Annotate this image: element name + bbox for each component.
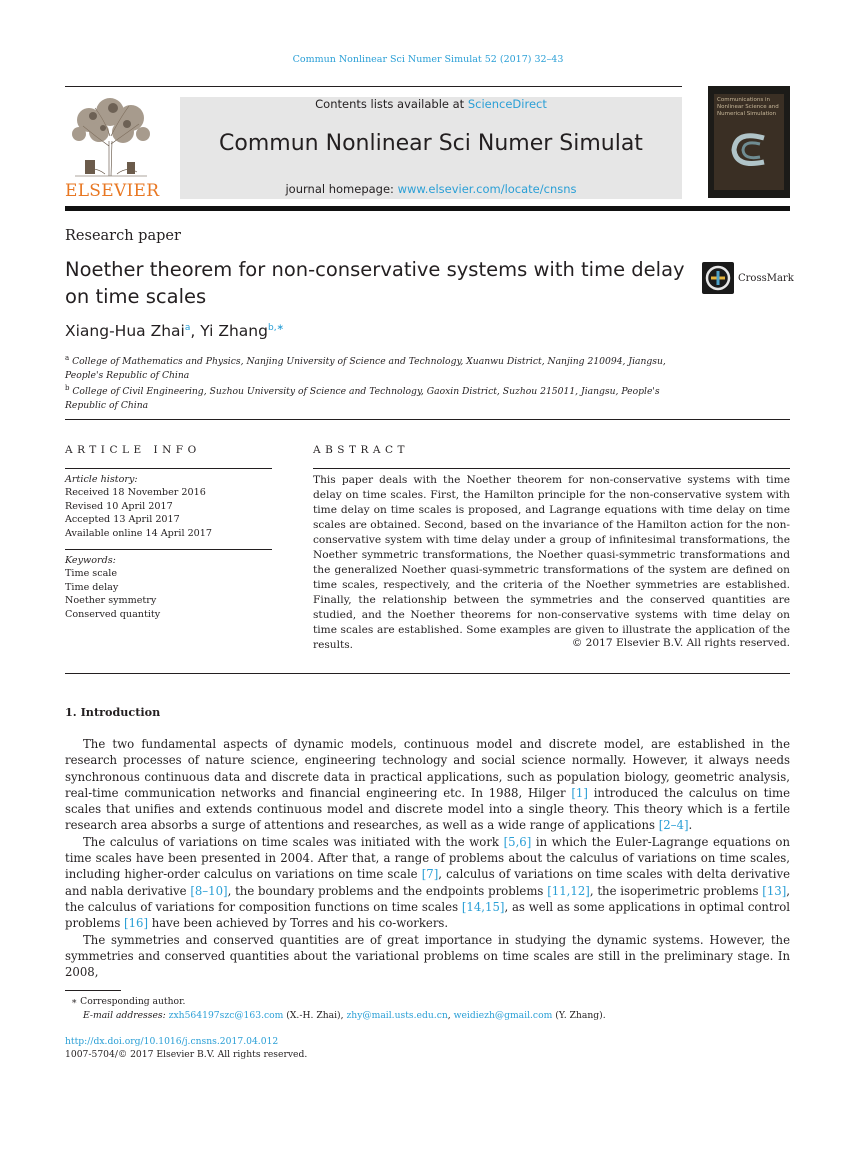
intro-paragraph bbox=[65, 834, 790, 932]
citation-link[interactable]: [1] bbox=[571, 785, 588, 800]
author-affiliation-mark[interactable]: b,∗ bbox=[267, 322, 285, 333]
paragraph-text: introduced the calculus on time scales that unifies and extends continuous model and discrete model into a single theory. This theory which is a fertile research area absorbs a surge of attentions and researches, as well as a wide range of applications bbox=[65, 785, 791, 833]
paragraph-text: in which the Euler-Lagrange equations on time scales have been presented in 2004. After that, a range of problems about the calculus of variations on time scales, including higher-order calculus on variations on time scale bbox=[65, 834, 790, 882]
issn-line: 1007-5704/© 2017 Elsevier B.V. All rights reserved. bbox=[65, 1049, 308, 1060]
crossmark-label: CrossMark bbox=[738, 272, 794, 284]
keyword-item: Noether symmetry bbox=[65, 595, 157, 607]
email-owner: (X.-H. Zhai), bbox=[283, 1010, 347, 1021]
crossmark-badge[interactable] bbox=[702, 262, 794, 294]
paragraph-text: . bbox=[688, 818, 693, 833]
paragraph-text: have been achieved by Torres and his co-workers. bbox=[148, 916, 449, 931]
citation-link[interactable]: [16] bbox=[124, 916, 149, 931]
doi-block bbox=[65, 1035, 307, 1061]
author-separator: , bbox=[190, 322, 201, 340]
keyword-item: Time delay bbox=[65, 581, 119, 593]
paragraph-text: The two fundamental aspects of dynamic models, continuous model and discrete model, are established in the research processes of nature science, engineering technology and social science normally. However, it always needs synchronous continuous data and discrete data in practical applications, such as population biology, geometric analysis, real-time communication networks and financial engineering etc. In 1988, Hilger bbox=[65, 737, 790, 800]
email-link[interactable]: zxh564197szc@163.com bbox=[168, 1010, 284, 1021]
intro-paragraph bbox=[65, 736, 790, 834]
email-line bbox=[65, 1009, 606, 1023]
info-rule bbox=[65, 468, 272, 469]
paragraph-text: The symmetries and conserved quantities are of great importance in studying the dynamic systems. However, the symmetries and conserved quantities about the variational problems on time scales are still in the preliminary stage. In 2008, bbox=[65, 932, 790, 980]
email-label: E-mail addresses: bbox=[83, 1010, 166, 1021]
history-item: Accepted 13 April 2017 bbox=[65, 514, 180, 526]
section-rule bbox=[65, 419, 790, 420]
doi-link[interactable]: http://dx.doi.org/10.1016/j.cnsns.2017.04.012 bbox=[65, 1036, 279, 1047]
section-heading-introduction: 1. Introduction bbox=[65, 705, 161, 719]
paragraph-text: The calculus of variations on time scales was initiated with the work bbox=[83, 834, 504, 849]
journal-name: Commun Nonlinear Sci Numer Simulat bbox=[219, 131, 643, 156]
affiliation-item bbox=[65, 382, 685, 412]
affiliation-item bbox=[65, 352, 685, 382]
contents-line bbox=[180, 97, 682, 111]
body-text bbox=[65, 736, 790, 980]
info-rule bbox=[65, 549, 272, 550]
affiliations bbox=[65, 352, 685, 412]
citation-link[interactable]: [2–4] bbox=[658, 818, 689, 833]
keyword-item: Time scale bbox=[65, 568, 118, 580]
paragraph-text: , calculus of variations on time scales with delta derivative and nabla derivative bbox=[65, 867, 790, 898]
citation-link[interactable]: [13] bbox=[762, 883, 787, 898]
corresponding-note bbox=[65, 995, 606, 1009]
keywords-label: Keywords: bbox=[65, 555, 116, 566]
elsevier-wordmark: ELSEVIER bbox=[65, 181, 160, 201]
paragraph-text: , the calculus of variations for composition functions on time scales bbox=[65, 883, 790, 914]
contents-prefix: Contents lists available at bbox=[315, 97, 468, 111]
affiliation-mark: a bbox=[65, 354, 70, 362]
cover-title: Communications in Nonlinear Science and Numerical Simulation bbox=[717, 97, 779, 117]
cover-panel bbox=[714, 94, 784, 190]
paragraph-text: , the boundary problems and the endpoints problems bbox=[227, 883, 548, 898]
author-affiliation-mark[interactable]: a bbox=[184, 322, 191, 333]
author-list bbox=[65, 322, 284, 340]
history-item: Revised 10 April 2017 bbox=[65, 500, 173, 512]
header-thick-rule bbox=[65, 206, 790, 211]
article-type: Research paper bbox=[65, 228, 181, 244]
history-item: Received 18 November 2016 bbox=[65, 487, 206, 499]
homepage-prefix: journal homepage: bbox=[285, 182, 398, 196]
homepage-line bbox=[180, 182, 682, 196]
article-info-heading: ARTICLE INFO bbox=[65, 444, 201, 456]
keywords bbox=[65, 554, 160, 621]
asterisk-mark: ∗ bbox=[71, 996, 78, 1007]
intro-paragraph bbox=[65, 932, 790, 981]
history-item: Available online 14 April 2017 bbox=[65, 527, 212, 539]
sciencedirect-link[interactable]: ScienceDirect bbox=[467, 97, 547, 111]
citation-link[interactable]: [5,6] bbox=[503, 834, 532, 849]
footnote-rule bbox=[65, 990, 121, 991]
author-name: Xiang-Hua Zhai bbox=[65, 322, 185, 340]
corresponding-text: Corresponding author. bbox=[80, 996, 186, 1007]
elsevier-tree-icon bbox=[65, 96, 157, 178]
affiliation-mark: b bbox=[65, 384, 70, 393]
header-top-rule bbox=[65, 86, 682, 87]
abstract-heading: ABSTRACT bbox=[313, 444, 410, 456]
elsevier-logo bbox=[65, 96, 160, 201]
paragraph-text: , the isoperimetric problems bbox=[589, 883, 763, 898]
article-history bbox=[65, 473, 212, 540]
keyword-item: Conserved quantity bbox=[65, 608, 161, 620]
citation-link[interactable]: [7] bbox=[421, 867, 439, 882]
citation-link[interactable]: [8–10] bbox=[190, 883, 228, 898]
homepage-link[interactable]: www.elsevier.com/locate/cnsns bbox=[397, 182, 577, 196]
crossmark-icon bbox=[702, 262, 734, 294]
email-link[interactable]: weidiezh@gmail.com bbox=[453, 1010, 553, 1021]
history-label: Article history: bbox=[65, 474, 138, 485]
abstract-text: This paper deals with the Noether theorem for non-conservative systems with time delay on time scales. First, the Hamilton principle for the non-conservative system with time delay on time scales is proposed, and Lagrange equations with time delay on time scales are obtained. Second, based on the invariance of the Hamilton action for the non-conservative system with time delay under a group of infinitesimal transformations, the Noether symmetric transformations, the Noether quasi-symmetric transformations and the generalized Noether quasi-symmetric transformations of the system are defined on time scales, respectively, and the criteria of the Noether symmetries are established. Finally, the relationship between the symmetries and the conserved quantities are studied, and the Noether theorems for non-conservative systems with time delay on time scales are established. Some examples are given to illustrate the application of the results. bbox=[313, 474, 790, 651]
abstract-rule bbox=[313, 468, 790, 469]
author-name: Yi Zhang bbox=[200, 322, 268, 340]
citation-link[interactable]: [14,15] bbox=[461, 899, 505, 914]
email-owner: (Y. Zhang). bbox=[552, 1010, 606, 1021]
email-link[interactable]: zhy@mail.usts.edu.cn bbox=[346, 1010, 448, 1021]
email-separator: , bbox=[447, 1010, 454, 1021]
citation-link[interactable]: [11,12] bbox=[547, 883, 590, 898]
article-title: Noether theorem for non-conservative systems with time delay on time scales bbox=[65, 258, 685, 308]
footnote bbox=[65, 995, 606, 1023]
section-rule bbox=[65, 673, 790, 674]
cover-graphic-icon bbox=[726, 130, 772, 170]
affiliation-text: College of Mathematics and Physics, Nanjing University of Science and Technology, Xuanwu District, Nanjing 210094, Jiangsu, People's Republic of China bbox=[65, 356, 666, 381]
journal-citation[interactable]: Commun Nonlinear Sci Numer Simulat 52 (2017) 32–43 bbox=[292, 54, 564, 65]
abstract-copyright: © 2017 Elsevier B.V. All rights reserved. bbox=[571, 637, 790, 649]
journal-cover-image bbox=[708, 86, 790, 198]
affiliation-text: College of Civil Engineering, Suzhou University of Science and Technology, Gaoxin District, Suzhou 215011, Jiangsu, People's Republic of China bbox=[65, 386, 660, 411]
paragraph-text: , as well as some applications in optimal control problems bbox=[65, 899, 790, 931]
